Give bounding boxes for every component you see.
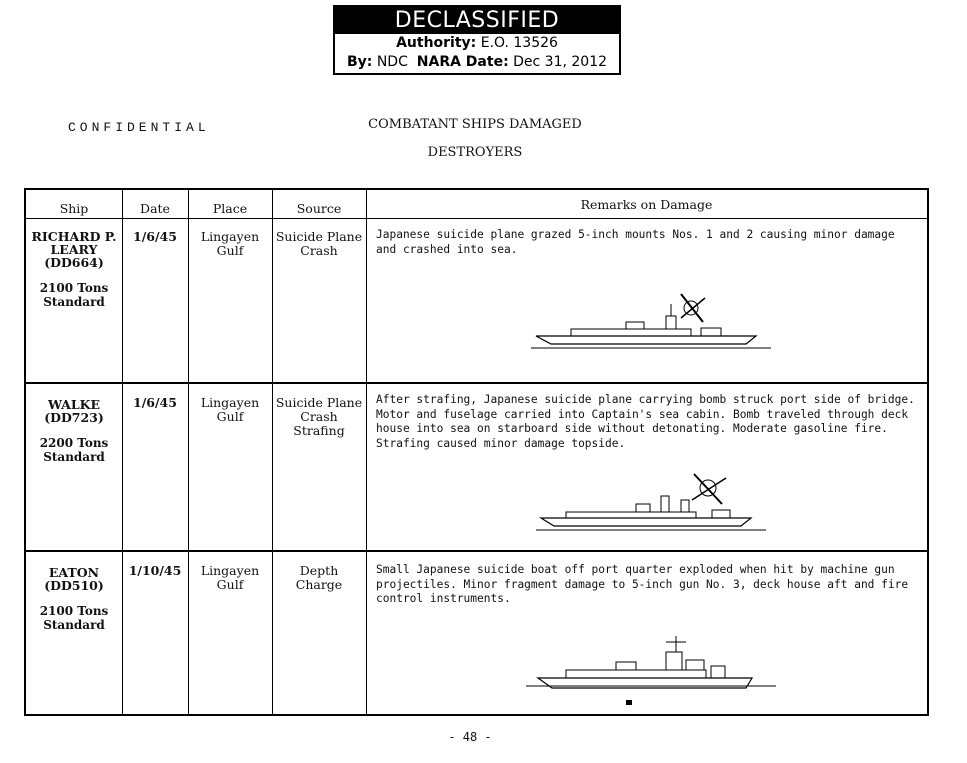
row-divider (26, 550, 927, 552)
ship-hull-number: (DD723) (44, 410, 104, 425)
ship-name: LEARY (50, 242, 98, 257)
ship-name: RICHARD P. (31, 229, 117, 244)
date-cell: 1/6/45 (133, 395, 177, 410)
ship-tonnage: 2200 Tons (39, 436, 109, 450)
source-line: Crash (300, 243, 338, 258)
ship-damage-diagram (531, 286, 771, 356)
classification-label: CONFIDENTIAL (68, 120, 210, 135)
ship-tonnage-type: Standard (43, 450, 105, 464)
column-divider (366, 190, 367, 714)
place-cell (188, 396, 272, 424)
document-title: COMBATANT SHIPS DAMAGED (368, 117, 582, 132)
place-line: Gulf (216, 243, 244, 258)
source-line: Suicide Plane (275, 229, 363, 244)
ship-tonnage: 2100 Tons (39, 604, 109, 618)
column-header-place: Place (212, 201, 248, 216)
remarks-line: house into sea on starboard side without detonating. Moderate gasoline fire. (376, 422, 888, 435)
remarks-line: After strafing, Japanese suicide plane carrying bomb struck port side of bridge. (376, 393, 915, 406)
stamp-title: DECLASSIFIED (335, 7, 619, 34)
remarks-line: Strafing caused minor damage topside. (376, 436, 626, 450)
ship-hull-number: (DD664) (44, 255, 104, 270)
source-line: Depth (299, 563, 339, 578)
source-line: Strafing (293, 423, 345, 438)
ship-cell (26, 398, 122, 464)
declassified-stamp (333, 5, 621, 75)
stamp-by-nara: By: NDC NARA Date: Dec 31, 2012 (346, 54, 608, 70)
place-line: Gulf (216, 577, 244, 592)
column-header-remarks: Remarks on Damage (580, 197, 713, 212)
ship-cell (26, 566, 122, 632)
column-header-source: Source (296, 201, 342, 216)
column-divider (272, 190, 273, 714)
remarks-line: Motor and fuselage carried into Captain's sea cabin. Bomb traveled through deck (376, 407, 909, 421)
remarks-line: and crashed into sea. (376, 242, 518, 256)
stamp-authority: Authority: E.O. 13526 (396, 35, 558, 51)
place-line: Lingayen (200, 563, 260, 578)
source-cell (272, 396, 366, 438)
remarks-cell (376, 228, 921, 257)
column-divider (122, 190, 123, 714)
row-divider (26, 382, 927, 384)
source-line: Charge (295, 577, 343, 592)
ship-hull-number: (DD510) (44, 578, 104, 593)
remarks-line: Small Japanese suicide boat off port quarter exploded when hit by machine gun (376, 563, 895, 576)
place-cell (188, 230, 272, 258)
ship-tonnage-type: Standard (43, 295, 105, 309)
ship-cell (26, 230, 122, 309)
ship-name: EATON (48, 565, 100, 580)
ship-tonnage: 2100 Tons (39, 281, 109, 295)
source-cell (272, 230, 366, 258)
damage-table (24, 188, 929, 716)
place-line: Lingayen (200, 229, 260, 244)
ship-damage-diagram (536, 470, 766, 540)
ship-damage-diagram (526, 630, 776, 710)
source-cell (272, 564, 366, 592)
remarks-line: control instruments. (376, 592, 511, 605)
remarks-line: Japanese suicide plane grazed 5-inch mounts Nos. 1 and 2 causing minor damage (376, 228, 895, 241)
ship-tonnage-type: Standard (43, 618, 105, 632)
page-number: - 48 - (448, 730, 492, 744)
remarks-cell (376, 393, 921, 451)
remarks-line: projectiles. Minor fragment damage to 5-inch gun No. 3, deck house aft and fire (376, 577, 909, 591)
header-divider (26, 218, 927, 219)
date-cell: 1/6/45 (133, 229, 177, 244)
source-line: Suicide Plane (275, 395, 363, 410)
column-divider (188, 190, 189, 714)
ship-name: WALKE (47, 397, 101, 412)
remarks-cell (376, 563, 921, 607)
place-line: Lingayen (200, 395, 260, 410)
place-cell (188, 564, 272, 592)
date-cell: 1/10/45 (128, 563, 182, 578)
place-line: Gulf (216, 409, 244, 424)
source-line: Crash (300, 409, 338, 424)
column-header-ship: Ship (59, 201, 89, 216)
column-header-date: Date (140, 201, 170, 216)
document-subtitle: DESTROYERS (427, 145, 523, 160)
